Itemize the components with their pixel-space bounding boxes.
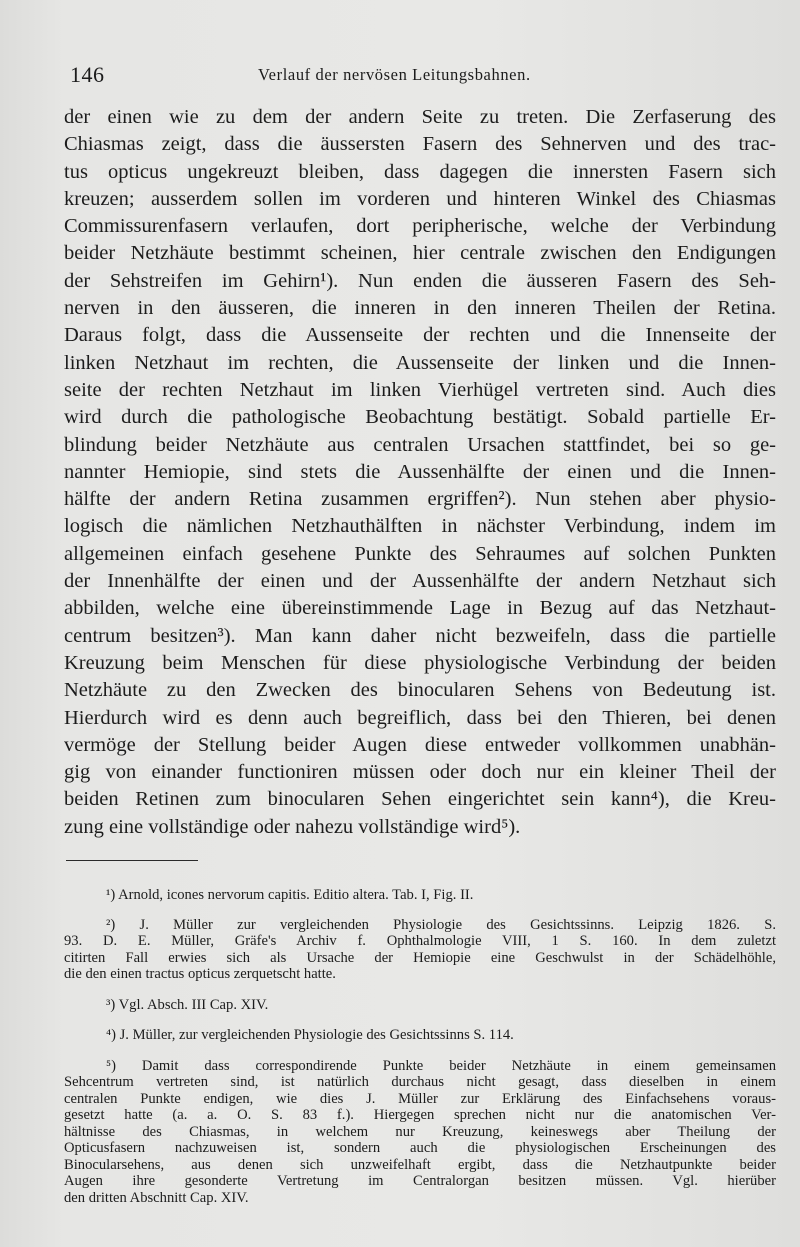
text-line: zung eine vollständige oder nahezu vollständige wird⁵).	[64, 815, 521, 838]
footnote-line: ⁴) J. Müller, zur vergleichenden Physiologie des Gesichtssinns S. 114.	[106, 1027, 514, 1043]
footnote-line: citirten Fall erwies sich als Ursache der Hemiopie eine Geschwulst in der Schädelhöhle,	[64, 949, 776, 966]
text-line: der Innenhälfte der einen und der Aussenhälfte der andern Netzhaut sich	[64, 570, 776, 593]
footnote-line: ²) J. Müller zur vergleichenden Physiologie des Gesichtssinns. Leipzig 1826. S.	[106, 916, 776, 933]
text-line: Hierdurch wird es denn auch begreiflich, dass bei den Thieren, bei denen	[64, 706, 776, 729]
text-line: Chiasmas zeigt, dass die äussersten Fasern des Sehnerven und des trac-	[64, 133, 776, 156]
footnote-line: centralen Punkte endigen, wie dies J. Müller zur Erklärung des Einfachsehens voraus-	[64, 1090, 776, 1107]
footnote-line: gesetzt hatte (a. a. O. S. 83 f.). Hiergegen sprechen nicht nur die anatomischen Ver-	[64, 1107, 776, 1123]
text-line: beiden Retinen zum binocularen Sehen eingerichtet sein kann⁴), die Kreu-	[64, 788, 776, 811]
footnote-2	[64, 917, 776, 983]
text-line: nannter Hemiopie, sind stets die Aussenhälfte der einen und die Innen-	[64, 460, 776, 483]
text-line: allgemeinen einfach gesehene Punkte des Sehraumes auf solchen Punkten	[64, 542, 776, 565]
text-line: beider Netzhäute bestimmt scheinen, hier centrale zwischen den Endigungen	[64, 242, 776, 265]
page-number: 146	[70, 62, 105, 87]
footnote-5	[64, 1058, 776, 1207]
footnote-line: ³) Vgl. Absch. III Cap. XIV.	[106, 996, 269, 1013]
footnote-line: die den einen tractus opticus zerquetscht hatte.	[64, 966, 336, 982]
footnote-4	[64, 1027, 776, 1044]
text-line: linken Netzhaut im rechten, die Aussenseite der linken und die Innen-	[64, 351, 776, 374]
text-line: centrum besitzen³). Man kann daher nicht bezweifeln, dass die partielle	[64, 624, 776, 647]
footnote-line: ⁵) Damit dass correspondirende Punkte beider Netzhäute in einem gemeinsamen	[106, 1057, 776, 1074]
footnote-line: ¹) Arnold, icones nervorum capitis. Editio altera. Tab. I, Fig. II.	[106, 887, 474, 903]
text-line: Kreuzung beim Menschen für diese physiologische Verbindung der beiden	[64, 651, 776, 674]
footnote-line: hältnisse des Chiasmas, in welchem nur Kreuzung, keineswegs aber Theilung der	[64, 1123, 776, 1140]
text-line: der Sehstreifen im Gehirn¹). Nun enden die äusseren Fasern des Seh-	[64, 269, 776, 292]
text-line: hälfte der andern Retina zusammen ergriffen²). Nun stehen aber physio-	[64, 488, 776, 511]
text-line: tus opticus ungekreuzt bleiben, dass dagegen die innersten Fasern sich	[64, 160, 776, 183]
text-line: Commissurenfasern verlaufen, dort peripherische, welche der Verbindung	[64, 215, 776, 238]
body-text	[64, 104, 776, 841]
text-line: kreuzen; ausserdem sollen im vorderen und hinteren Winkel des Chiasmas	[64, 187, 776, 210]
footnote-line: den dritten Abschnitt Cap. XIV.	[64, 1189, 249, 1206]
footnote-line: 93. D. E. Müller, Gräfe's Archiv f. Ophthalmologie VIII, 1 S. 160. In dem zuletzt	[64, 933, 776, 949]
text-line: seite der rechten Netzhaut im linken Vierhügel vertreten sind. Auch dies	[64, 378, 776, 401]
text-line: logisch die nämlichen Netzhauthälften in nächster Verbindung, indem im	[64, 515, 776, 538]
footnote-1	[64, 887, 776, 904]
footnote-line: Augen ihre gesonderte Vertretung im Centralorgan besitzen müssen. Vgl. hierüber	[64, 1173, 776, 1189]
text-line: blindung beider Netzhäute aus centralen Ursachen stattfindet, bei so ge-	[64, 433, 776, 456]
running-title: Verlauf der nervösen Leitungsbahnen.	[258, 65, 531, 84]
text-line: abbilden, welche eine übereinstimmende Lage in Bezug auf das Netzhaut-	[64, 597, 776, 620]
text-line: gig von einander functioniren müssen oder doch nur ein kleiner Theil der	[64, 761, 776, 784]
footnote-line: Opticusfasern nachzuweisen ist, sondern auch die physiologischen Erscheinungen des	[64, 1140, 776, 1156]
text-line: vermöge der Stellung beider Augen diese entweder vollkommen unabhän-	[64, 733, 776, 756]
page-header	[70, 62, 770, 88]
footnote-line: Sehcentrum vertreten sind, ist natürlich durchaus nicht gesagt, dass dieselben in einem	[64, 1074, 776, 1090]
text-line: Netzhäute zu den Zwecken des binocularen Sehens von Bedeutung ist.	[64, 679, 776, 702]
footnote-divider	[66, 860, 198, 861]
text-line: nerven in den äusseren, die inneren in den inneren Theilen der Retina.	[64, 297, 776, 320]
text-line: wird durch die pathologische Beobachtung bestätigt. Sobald partielle Er-	[64, 406, 776, 429]
footnote-line: Binocularsehens, aus denen sich unzweifelhaft ergibt, dass die Netzhautpunkte beider	[64, 1156, 776, 1173]
footnotes	[64, 887, 776, 1206]
text-line: Daraus folgt, dass die Aussenseite der rechten und die Innenseite der	[64, 324, 776, 347]
text-line: der einen wie zu dem der andern Seite zu treten. Die Zerfaserung des	[64, 106, 776, 128]
footnote-3	[64, 997, 776, 1014]
